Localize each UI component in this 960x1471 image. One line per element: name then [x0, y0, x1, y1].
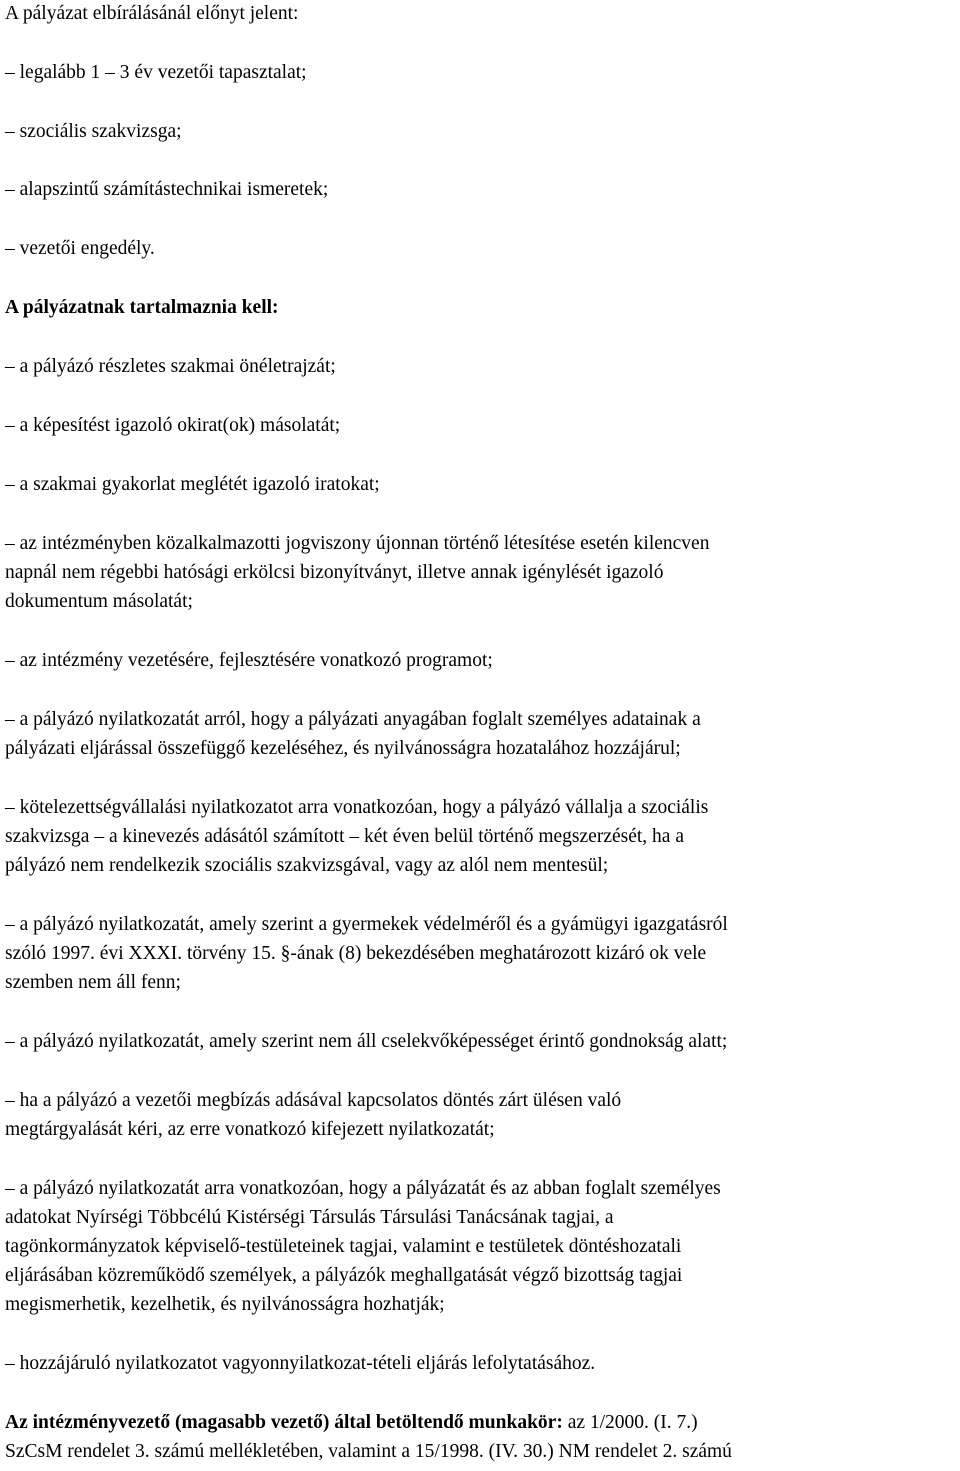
contents-line: – a képesítést igazoló okirat(ok) másolatát; — [5, 415, 341, 436]
contents-line: – a szakmai gyakorlat meglétét igazoló iratokat; — [5, 474, 380, 495]
requirement-item: – legalább 1 – 3 év vezetői tapasztalat; — [5, 62, 307, 83]
contents-line: – az intézményben közalkalmazotti jogviszony újonnan történő létesítése esetén kilencven — [5, 533, 710, 554]
position-line-1 — [5, 1411, 698, 1435]
contents-line: – a pályázó részletes szakmai önéletrajzát; — [5, 356, 336, 377]
contents-line: – kötelezettségvállalási nyilatkozatot arra vonatkozóan, hogy a pályázó vállalja a szociális — [5, 797, 709, 818]
contents-line: szóló 1997. évi XXXI. törvény 15. §-ának (8) bekezdésében meghatározott kizáró ok vele — [5, 943, 707, 964]
contents-line: eljárásában közreműködő személyek, a pályázók meghallgatását végző bizottság tagjai — [5, 1265, 683, 1286]
contents-line: adatokat Nyírségi Többcélú Kistérségi Társulás Társulási Tanácsának tagjai, a — [5, 1207, 614, 1228]
position-line-1-rest: az 1/2000. (I. 7.) — [562, 1412, 698, 1433]
contents-line: pályázó nem rendelkezik szociális szakvizsgával, vagy az alól nem mentesül; — [5, 855, 609, 876]
contents-line: pályázati eljárással összefüggő kezeléséhez, és nyilvánosságra hozatalához hozzájárul; — [5, 738, 681, 759]
contents-line: – az intézmény vezetésére, fejlesztésére vonatkozó programot; — [5, 650, 493, 671]
contents-line: – a pályázó nyilatkozatát arról, hogy a pályázati anyagában foglalt személyes adatainak a — [5, 709, 701, 730]
requirement-item: – vezetői engedély. — [5, 238, 155, 259]
requirement-item: – alapszintű számítástechnikai ismeretek; — [5, 179, 329, 200]
contents-line: szakvizsga – a kinevezés adásától számított – két éven belül történő megszerzését, ha a — [5, 826, 684, 847]
contents-line: – a pályázó nyilatkozatát, amely szerint nem áll cselekvőképességet érintő gondnokság alatt; — [5, 1031, 728, 1052]
contents-line: megismerhetik, kezelhetik, és nyilvánosságra hozhatják; — [5, 1294, 445, 1315]
contents-line: szemben nem áll fenn; — [5, 972, 181, 993]
contents-line: napnál nem régebbi hatósági erkölcsi bizonyítványt, illetve annak igénylését igazoló — [5, 562, 664, 583]
position-line-2: SzCsM rendelet 3. számú mellékletében, valamint a 15/1998. (IV. 30.) NM rendelet 2. számú — [5, 1441, 732, 1462]
contents-line: – a pályázó nyilatkozatát arra vonatkozóan, hogy a pályázatát és az abban foglalt személyes — [5, 1178, 721, 1199]
contents-line: dokumentum másolatát; — [5, 591, 193, 612]
contents-heading: A pályázatnak tartalmaznia kell: — [5, 297, 279, 318]
contents-line: tagönkormányzatok képviselő-testületeinek tagjai, valamint e testületek döntéshozatali — [5, 1236, 682, 1257]
contents-line: – hozzájáruló nyilatkozatot vagyonnyilatkozat-tételi eljárás lefolytatásához. — [5, 1353, 596, 1374]
contents-line: – ha a pályázó a vezetői megbízás adásával kapcsolatos döntés zárt ülésen való — [5, 1090, 622, 1111]
requirements-heading: A pályázat elbírálásánál előnyt jelent: — [5, 3, 299, 24]
requirement-item: – szociális szakvizsga; — [5, 121, 182, 142]
contents-line: – a pályázó nyilatkozatát, amely szerint a gyermekek védelméről és a gyámügyi igazgatásról — [5, 914, 728, 935]
contents-line: megtárgyalását kéri, az erre vonatkozó kifejezett nyilatkozatát; — [5, 1119, 495, 1140]
position-bold-label: Az intézményvezető (magasabb vezető) által betöltendő munkakör: — [5, 1412, 563, 1433]
